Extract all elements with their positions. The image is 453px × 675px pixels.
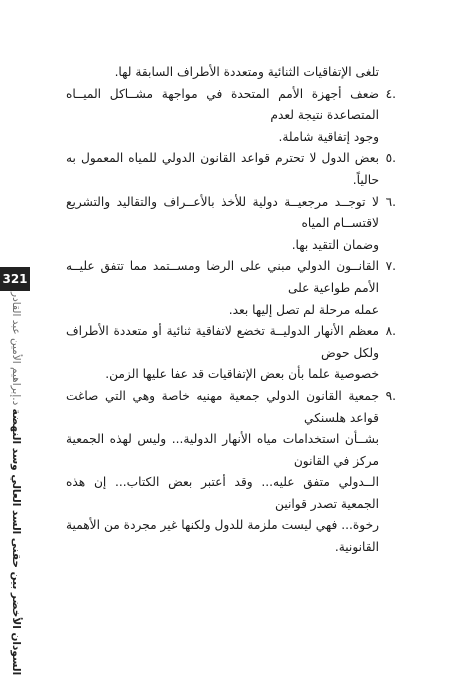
- page-number: 321: [2, 272, 28, 286]
- list-item: [66, 192, 396, 235]
- list-item: [66, 84, 396, 127]
- item-number: .٩: [385, 388, 396, 403]
- line-text: بعض الدول لا تحترم قواعد القانون الدولي للمياه المعمول به حالياً.: [66, 151, 379, 187]
- text-line: [66, 429, 396, 472]
- text-line: [66, 62, 396, 84]
- list-item: [66, 386, 396, 429]
- running-head-title: السودان الأخضر بين حقنى السد العالي وسد النهضة: [10, 408, 22, 675]
- page-number-tab: [0, 267, 30, 291]
- item-number: .٨: [385, 324, 396, 339]
- line-text: القانــون الدولي مبني على الرضا ومســتمد مما تتفق عليــه الأمم طواعية على: [66, 259, 379, 295]
- line-text: جمعية القانون الدولي جمعية مهنيه خاصة وهي التي صاغت قواعد هلسنكي: [66, 388, 379, 425]
- item-number: .٥: [385, 151, 396, 166]
- line-text: لا توجــد مرجعيــة دولية للأخذ بالأعــراف والتقاليد والتشريع لاقتســام المياه: [66, 194, 379, 231]
- line-text: بشــأن استخدامات مياه الأنهار الدولية... وليس لهذه الجمعية مركز في القانون: [66, 432, 379, 468]
- line-text: وضمان التقيد بها.: [291, 237, 379, 252]
- line-text: تلغى الإتفاقيات الثنائية ومتعددة الأطراف السابقة لها.: [114, 65, 379, 79]
- body-text: [66, 62, 396, 559]
- line-text: خصوصية علما بأن بعض الإتفاقيات قد عفا عليها الزمن.: [105, 367, 379, 382]
- text-line: [66, 472, 396, 515]
- item-number: .٤: [385, 86, 396, 101]
- list-item: [66, 256, 396, 299]
- text-line: [66, 364, 396, 386]
- text-line: [66, 515, 396, 558]
- line-text: ضعف أجهزة الأمم المتحدة في مواجهة مشــاكل الميــاه المتصاعدة نتيجة لعدم: [66, 86, 379, 123]
- list-item: [66, 321, 396, 364]
- text-line: [66, 235, 396, 257]
- text-line: [66, 127, 396, 149]
- text-line: [66, 300, 396, 322]
- running-head: [2, 292, 30, 675]
- item-number: .٧: [385, 259, 396, 274]
- list-item: [66, 148, 396, 191]
- item-number: .٦: [385, 194, 396, 209]
- line-text: رخوة... فهي ليست ملزمة للدول ولكنها غير مجردة من الأهمية القانونية.: [66, 518, 379, 555]
- running-head-author: د.إبراهيم الأمين عبد القادر: [10, 292, 22, 406]
- line-text: وجود إتفاقية شاملة.: [278, 129, 379, 144]
- line-text: الــدولي متفق عليه... وقد أعتبر بعض الكتاب... إن هذه الجمعية تصدر قوانين: [66, 475, 379, 511]
- line-text: عمله مرحلة لم تصل إليها بعد.: [228, 302, 379, 317]
- line-text: معظم الأنهار الدوليــة تخضع لاتفاقية ثنائية أو متعددة الأطراف ولكل حوض: [66, 324, 379, 360]
